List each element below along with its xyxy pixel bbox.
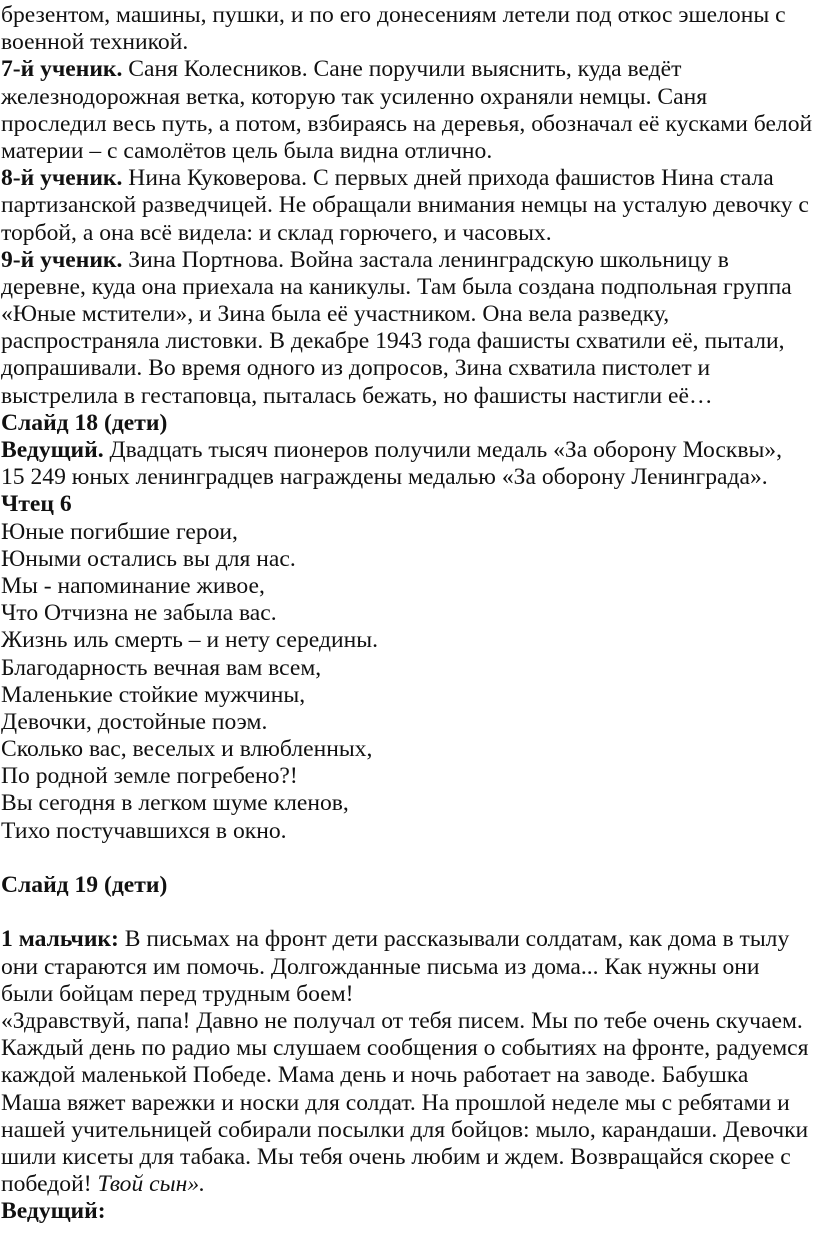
text-run: Саня Колесников. Сане поручили выяснить, куда ведёт: [122, 56, 682, 83]
poem-line: Юными остались вы для нас.: [1, 545, 296, 572]
poem-line: Юные погибшие герои,: [1, 518, 238, 545]
text-line: партизанской разведчицей. Не обращали внимания немцы на усталую девочку с: [1, 192, 809, 219]
text-line: [1, 56, 814, 83]
letter-line: [1, 1171, 814, 1198]
poem-line: Тихо постучавшихся в окно.: [1, 817, 287, 844]
blank-line: [1, 845, 814, 872]
letter-line: «Здравствуй, папа! Давно не получал от тебя писем. Мы по тебе очень скучаем.: [1, 1007, 803, 1034]
poem-line: Благодарность вечная вам всем,: [1, 654, 322, 681]
poem-line: Что Отчизна не забыла вас.: [1, 600, 277, 627]
text-line: [1, 926, 814, 953]
poem-line: По родной земле погребено?!: [1, 763, 298, 790]
poem-line: Девочки, достойные поэм.: [1, 708, 268, 735]
text-line: [1, 437, 814, 464]
text-line: брезентом, машины, пушки, и по его донесениям летели под откос эшелоны с: [1, 2, 786, 28]
text-line: проследил весь путь, а потом, взбираясь на деревья, обозначал её кусками белой: [1, 110, 813, 137]
letter-signature: Твой сын».: [97, 1171, 206, 1198]
speaker-label: 1 мальчик:: [1, 926, 119, 953]
poem-line: Вы сегодня в легком шуме кленов,: [1, 790, 349, 817]
letter-line: Маша вяжет варежки и носки для солдат. На прошлой неделе мы с ребятами и: [1, 1089, 790, 1116]
text-line: были бойцам перед трудным боем!: [1, 980, 354, 1007]
speaker-label: 7-й ученик.: [1, 56, 123, 83]
text-line: «Юные мстители», и Зина была её участником. Она вела разведку,: [1, 301, 670, 328]
letter-line: Каждый день по радио мы слушаем сообщения о событиях на фронте, радуемся: [1, 1035, 809, 1062]
text-line: материи – с самолётов цель была видна отлично.: [1, 137, 493, 164]
text-line: [1, 247, 814, 274]
letter-line: шили кисеты для табака. Мы тебя очень любим и ждем. Возвращайся скорее с: [1, 1143, 791, 1170]
text-line: [1, 165, 814, 192]
poem-line: Жизнь иль смерть – и нету середины.: [1, 627, 378, 654]
letter-line: каждой маленькой Победе. Мама день и ночь работает на заводе. Бабушка: [1, 1062, 749, 1089]
text-line: военной техникой.: [1, 29, 189, 56]
letter-line: нашей учительницей собирали посылки для бойцов: мыло, карандаши. Девочки: [1, 1116, 809, 1143]
text-line: торбой, а она всё видела: и склад горючего, и часовых.: [1, 219, 552, 246]
text-run: победой!: [1, 1171, 98, 1198]
text-run: Двадцать тысяч пионеров получили медаль «За оборону Москвы»,: [103, 437, 783, 463]
text-line: выстрелила в гестаповца, пыталась бежать, но фашисты настигли её…: [1, 382, 713, 409]
text-line: деревне, куда она приехала на каникулы. Там была создана подпольная группа: [1, 273, 792, 300]
text-run: В письмах на фронт дети рассказывали солдатам, как дома в тылу: [118, 926, 790, 953]
reader-label: Чтец 6: [1, 491, 72, 518]
slide-heading: Слайд 18 (дети): [1, 409, 168, 436]
text-run: Нина Куковерова. С первых дней прихода фашистов Нина стала: [122, 165, 774, 192]
text-line: распространяла листовки. В декабре 1943 года фашисты схватили её, пытали,: [1, 328, 785, 355]
poem-line: Сколько вас, веселых и влюбленных,: [1, 736, 373, 763]
poem-line: Мы - напоминание живое,: [1, 572, 265, 599]
text-line: 15 249 юных ленинградцев награждены медалью «За оборону Ленинграда».: [1, 464, 768, 491]
poem-line: Маленькие стойкие мужчины,: [1, 681, 306, 708]
slide-heading: Слайд 19 (дети): [1, 872, 168, 898]
speaker-label: Ведущий:: [1, 1198, 106, 1225]
text-run: Зина Портнова. Война застала ленинградскую школьницу в: [122, 246, 729, 273]
text-line: допрашивали. Во время одного из допросов, Зина схватила пистолет и: [1, 355, 711, 382]
speaker-label: Ведущий.: [1, 437, 104, 463]
blank-line: [1, 899, 814, 926]
speaker-label: 9-й ученик.: [1, 246, 123, 273]
text-line: железнодорожная ветка, которую так усиленно охраняли немцы. Саня: [1, 83, 708, 110]
text-line: они стараются им помочь. Долгожданные письма из дома... Как нужны они: [1, 953, 760, 980]
speaker-label: 8-й ученик.: [1, 165, 123, 192]
